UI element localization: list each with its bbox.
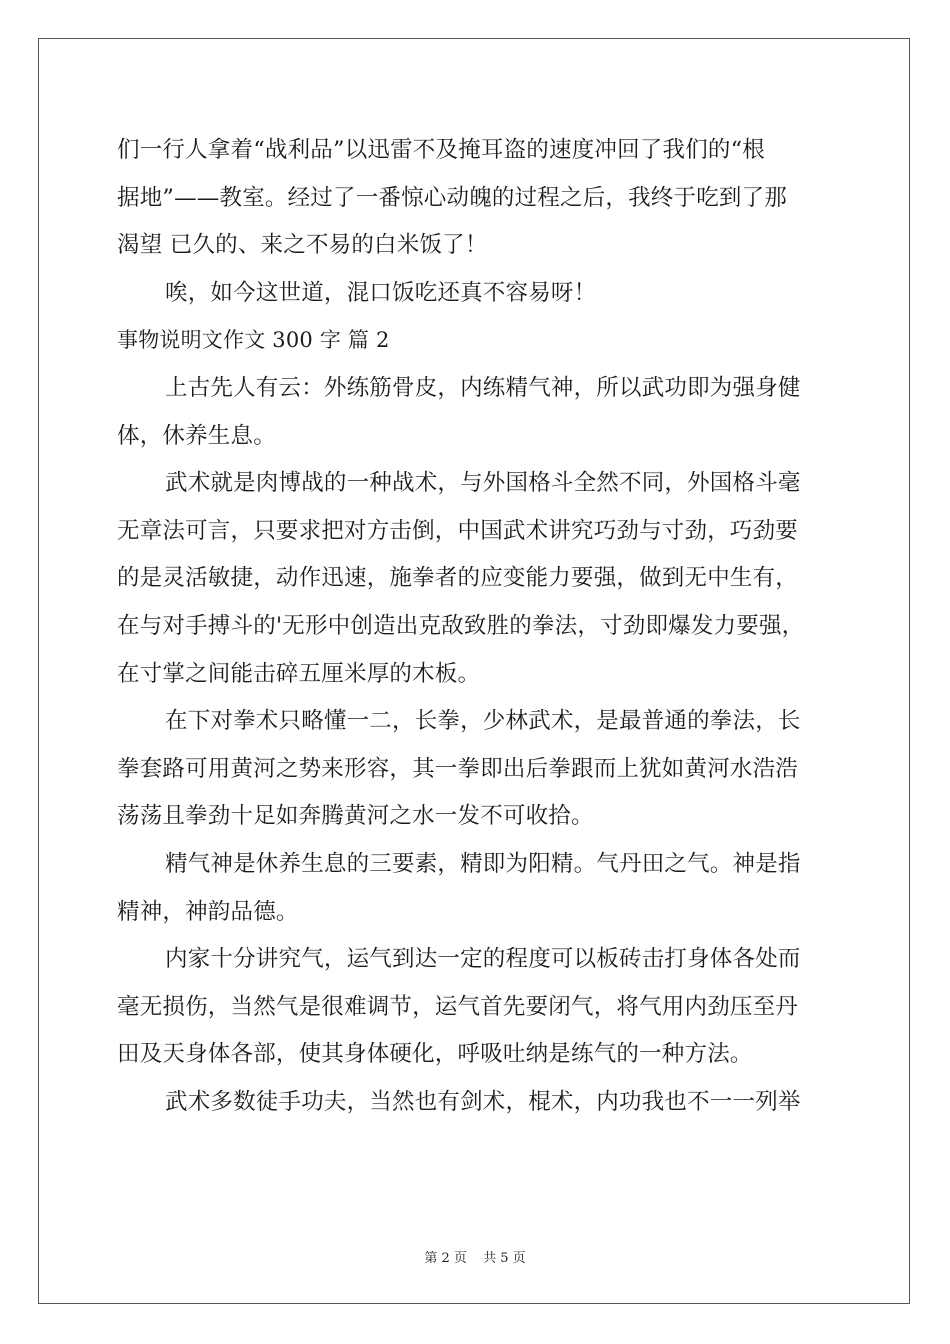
- paragraph: [117, 698, 852, 841]
- text-line: 在寸掌之间能击碎五厘米厚的木板。: [117, 660, 481, 687]
- paragraph: [117, 460, 852, 698]
- page-number-total: 共 5 页: [483, 1251, 526, 1266]
- text-line: 的是灵活敏捷，动作迅速，施拳者的应变能力要强，做到无中生有，: [117, 565, 799, 592]
- text-line: 在下对拳术只略懂一二，长拳，少林武术，是最普通的拳法，长: [165, 708, 801, 735]
- text-line: 田及天身体各部，使其身体硬化，呼吸吐纳是练气的一种方法。: [117, 1041, 753, 1068]
- text-line: 武术就是肉博战的一种战术，与外国格斗全然不同，外国格斗毫: [165, 470, 801, 497]
- text-line: 事物说明文作文 300 字 篇 2: [117, 328, 390, 353]
- paragraph: [117, 1079, 852, 1127]
- text-line: 精气神是休养生息的三要素，精即为阳精。气丹田之气。神是指: [165, 850, 801, 877]
- page-footer: [0, 1247, 950, 1266]
- text-line: 据地”——教室。经过了一番惊心动魄的过程之后，我终于吃到了那: [117, 184, 788, 211]
- paragraph: [117, 365, 852, 460]
- paragraph: [117, 936, 852, 1079]
- paragraph: [117, 127, 852, 270]
- text-line: 毫无损伤，当然气是很难调节，运气首先要闭气，将气用内劲压至丹: [117, 993, 799, 1020]
- text-line: 们一行人拿着“战利品”以迅雷不及掩耳盗的速度冲回了我们的“根: [117, 137, 766, 163]
- paragraph: [117, 841, 852, 936]
- text-line: 内家十分讲究气，运气到达一定的程度可以板砖击打身体各处而: [165, 946, 801, 973]
- text-line: 荡荡且拳劲十足如奔腾黄河之水一发不可收拾。: [117, 803, 594, 830]
- text-line: 无章法可言，只要求把对方击倒，中国武术讲究巧劲与寸劲，巧劲要: [117, 517, 799, 544]
- text-line: 唉，如今这世道，混口饭吃还真不容易呀！: [165, 279, 597, 306]
- document-body: [117, 127, 852, 1126]
- text-line: 体，休养生息。: [117, 422, 276, 449]
- text-line: 上古先人有云：外练筋骨皮，内练精气神，所以武功即为强身健: [165, 374, 801, 401]
- page-number-current: 第 2 页: [424, 1251, 467, 1266]
- paragraph: [117, 270, 852, 318]
- text-line: 精神，神韵品德。: [117, 898, 299, 925]
- text-line: 渴望 已久的、来之不易的白米饭了！: [117, 232, 488, 259]
- text-line: 在与对手搏斗的'无形中创造出克敌致胜的拳法，寸劲即爆发力要强，: [117, 612, 805, 639]
- text-line: 拳套路可用黄河之势来形容，其一拳即出后拳跟而上犹如黄河水浩浩: [117, 755, 799, 782]
- section-heading: [117, 317, 852, 365]
- text-line: 武术多数徒手功夫，当然也有剑术，棍术，内功我也不一一列举: [165, 1088, 801, 1115]
